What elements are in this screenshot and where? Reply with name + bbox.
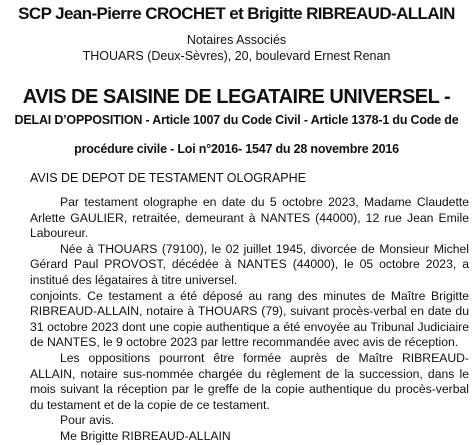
firm-name: SCP Jean-Pierre CROCHET et Brigitte RIBREAUD-ALLAIN [18,4,455,23]
body-paragraph-opposition: Les oppositions pourront être formée auprès de Maître RIBREAUD-ALLAIN, notaire sus-nommée chargée du règlement de la succession, dans le mois suivant la réception par le greffe de la copie authentique du procès-verbal du testament et de la copie de ce testament. [30,350,469,412]
notice-subtitle-line-2: procédure civile - Loi n°2016- 1547 du 28 novembre 2016 [74,142,399,156]
body-paragraph-deposit: conjoints. Ce testament a été déposé au rang des minutes de Maître Brigitte RIBREAUD-ALLAIN, notaire à THOUARS (79), suivant procès-verbal en date du 31 octobre 2023 dont une copie authentique a été envoyée au Tribunal Judiciaire de NANTES, le 9 octobre 2023 par lettre recommandée avec avis de réception. [30,288,469,350]
notice-body [30,195,469,445]
notice-title: AVIS DE SAISINE DE LEGATAIRE UNIVERSEL - [22,86,451,108]
notice-subtitle-line-1: DELAI D’OPPOSITION - Article 1007 du Code Civil - Article 1378-1 du Code de [14,113,459,127]
body-paragraph-deceased: Née à THOUARS (79100), le 02 juillet 1945, divorcée de Monsieur Michel Gérard Paul PROVOST, décédée à NANTES (44000), le 05 octobre 2023, a institué des légataires à titre universel. [30,241,469,287]
body-paragraph-testament: Par testament olographe en date du 5 octobre 2023, Madame Claudette Arlette GAULIER, retraitée, demeurant à NANTES (44000), 12 rue Jean Emile Laboureur. [30,195,469,241]
body-signature: Me Brigitte RIBREAUD-ALLAIN [60,428,231,443]
section-label: AVIS DE DEPOT DE TESTAMENT OLOGRAPHE [30,171,306,185]
body-closing: Pour avis. [60,413,115,428]
firm-address: THOUARS (Deux-Sèvres), 20, boulevard Ernest Renan [82,49,391,63]
firm-role: Notaires Associés [186,33,287,47]
